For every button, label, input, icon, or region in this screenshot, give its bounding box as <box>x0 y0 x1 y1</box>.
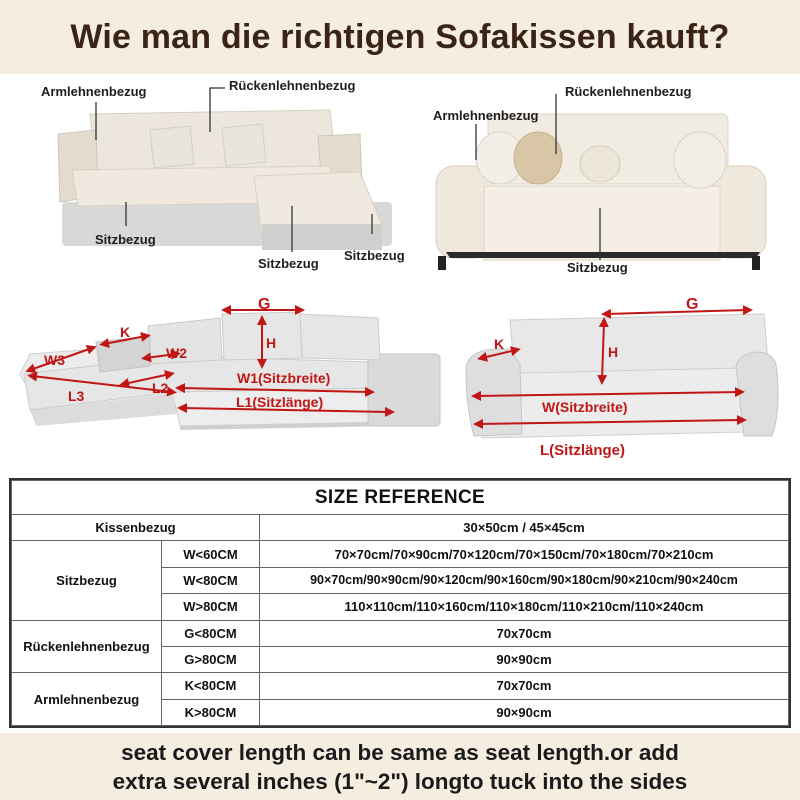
title-banner <box>0 0 800 74</box>
size-reference-table <box>9 478 791 728</box>
dim-w2: W2 <box>166 345 187 361</box>
footer-note <box>0 733 800 800</box>
label-armrest-left: Armlehnenbezug <box>41 84 147 99</box>
page-title: Wie man die richtigen Sofakissen kauft? <box>70 17 730 56</box>
dim-w-right: W(Sitzbreite) <box>542 399 628 415</box>
sofa-drawings <box>0 74 800 470</box>
cell-value: 90×90cm <box>260 699 789 725</box>
l-sofa-photo <box>58 110 392 250</box>
cell-kissen-value: 30×50cm / 45×45cm <box>260 515 789 541</box>
dim-l1: L1(Sitzlänge) <box>236 394 324 410</box>
dim-k-right: K <box>494 336 505 352</box>
sofa-illustrations <box>0 74 800 470</box>
label-backrest-right: Rückenlehnenbezug <box>565 84 692 99</box>
row-label-sitz: Sitzbezug <box>12 541 162 620</box>
cell-cond: W<80CM <box>162 567 260 593</box>
cell-cond: G<80CM <box>162 620 260 646</box>
cell-value: 70x70cm <box>260 673 789 699</box>
row-label-arm: Armlehnenbezug <box>12 673 162 726</box>
cell-value: 90×70cm/90×90cm/90×120cm/90×160cm/90×180cm/90×210cm/90×240cm <box>260 567 789 593</box>
dim-h-right: H <box>608 344 619 360</box>
cell-cond: W>80CM <box>162 594 260 620</box>
dim-l-right: L(Sitzlänge) <box>540 442 625 459</box>
label-seat-left-3: Sitzbezug <box>344 248 405 263</box>
cell-value: 70x70cm <box>260 620 789 646</box>
dim-h-left: H <box>266 335 277 351</box>
label-seat-left-1: Sitzbezug <box>95 232 156 247</box>
straight-sofa-photo <box>436 114 766 270</box>
footer-line-2: extra several inches (1"~2") longto tuck into the sides <box>112 768 688 794</box>
cell-value: 90×90cm <box>260 646 789 672</box>
cell-value: 70×70cm/70×90cm/70×120cm/70×150cm/70×180cm/70×210cm <box>260 541 789 567</box>
cell-cond: G>80CM <box>162 646 260 672</box>
label-armrest-right: Armlehnenbezug <box>433 108 539 123</box>
dim-w1: W1(Sitzbreite) <box>237 370 331 386</box>
table-heading: SIZE REFERENCE <box>12 481 789 515</box>
cell-cond: K>80CM <box>162 699 260 725</box>
cell-cond: K<80CM <box>162 673 260 699</box>
footer-line-1: seat cover length can be same as seat length.or add <box>121 739 679 765</box>
dim-l3: L3 <box>68 388 85 404</box>
row-label-ruecken: Rückenlehnenbezug <box>12 620 162 673</box>
dim-g-left: G <box>258 296 271 313</box>
label-seat-right: Sitzbezug <box>567 260 628 275</box>
label-seat-left-2: Sitzbezug <box>258 256 319 271</box>
cell-cond: W<60CM <box>162 541 260 567</box>
cell-value: 110×110cm/110×160cm/110×180cm/110×210cm/110×240cm <box>260 594 789 620</box>
label-backrest-left: Rückenlehnenbezug <box>229 78 356 93</box>
dim-l2: L2 <box>152 380 169 396</box>
dim-w3: W3 <box>44 352 65 368</box>
dim-g-right: G <box>686 296 699 313</box>
row-label-kissen: Kissenbezug <box>12 515 260 541</box>
dim-k-left: K <box>120 324 131 340</box>
